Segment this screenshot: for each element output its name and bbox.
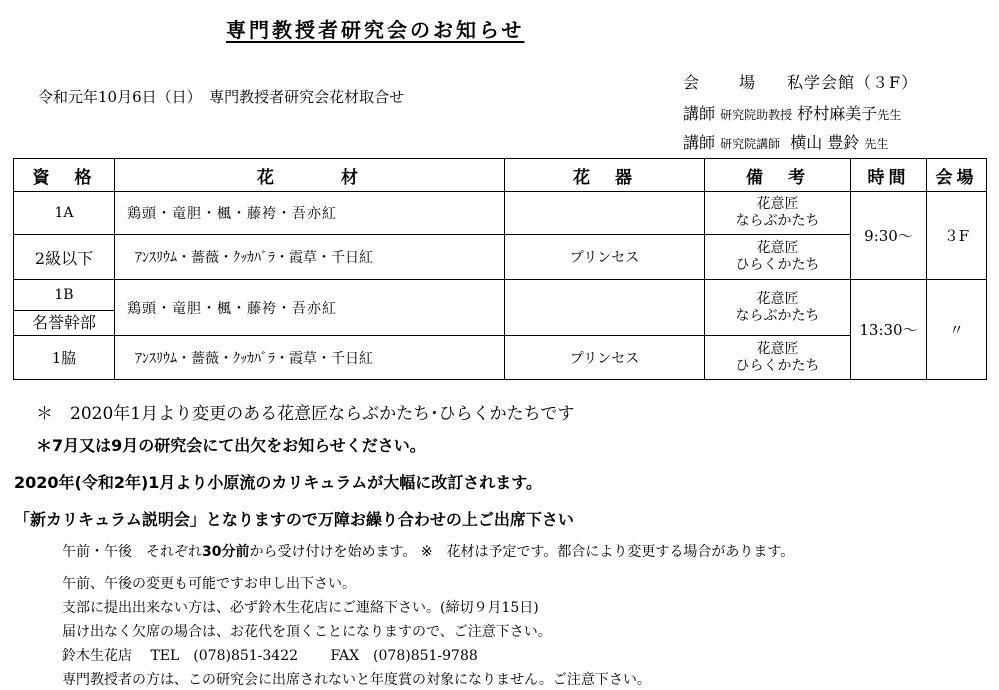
venue	[683, 70, 918, 93]
note-cell	[705, 235, 851, 280]
flower-material-table	[13, 158, 987, 380]
table-row	[14, 336, 987, 380]
info-reception-c: から受け付けを始めます。 ※ 花材は予定です。都合により変更する場合があります。	[249, 544, 795, 560]
lecturer-suffix: 先生	[864, 137, 889, 151]
lecturer-1	[683, 101, 901, 124]
table-header-row	[14, 159, 987, 192]
time-cell: 9:30～	[851, 192, 927, 280]
lecturer-role: 研究院助教授	[720, 108, 793, 122]
flowers-cell: ｱﾝｽﾘｳﾑ・薔薇・ｸｯｶﾊﾞﾗ・霞草・千日紅	[115, 235, 505, 280]
info-line: 午前、午後の変更も可能ですお申し出下さい。	[62, 576, 356, 592]
header-grade: 資 格	[14, 159, 115, 192]
flowers-cell: ｱﾝｽﾘｳﾑ・薔薇・ｸｯｶﾊﾞﾗ・霞草・千日紅	[115, 336, 505, 380]
grade-line-2: 名誉幹部	[31, 313, 96, 332]
header-flowers: 花 材	[115, 159, 505, 192]
venue-value: 私学会館（３F）	[787, 73, 919, 92]
table-row	[14, 192, 987, 235]
note-line-1: 花意匠	[756, 290, 799, 307]
note-line-1: 花意匠	[756, 196, 799, 212]
venue-cell: 〃	[927, 280, 987, 380]
table-row	[14, 235, 987, 280]
lecturer-suffix: 先生	[877, 108, 902, 122]
vase-cell	[505, 280, 705, 336]
note-line-2: ならぶかたち	[735, 213, 820, 229]
notice-curriculum: 2020年(令和2年)1月より小原流のカリキュラムが大幅に改訂されます。	[14, 473, 542, 492]
grade-cell: 1脇	[14, 336, 115, 380]
info-line: 届け出なく欠席の場合は、お花代を頂くことになりますので、ご注意下さい。	[62, 624, 552, 640]
vase-cell: プリンセス	[505, 336, 705, 380]
notice-design-change: ＊ 2020年1月より変更のある花意匠ならぶかたち･ひらくかたちです	[36, 404, 575, 424]
note-line-2: ならぶかたち	[735, 307, 820, 324]
info-reception	[62, 541, 794, 561]
note-line-2: ひらくかたち	[735, 357, 820, 374]
lecturer-role: 研究院講師	[720, 137, 781, 151]
flowers-cell: 鶏頭・竜胆・楓・藤袴・吾亦紅	[115, 280, 505, 336]
note-line-2: ひらくかたち	[735, 257, 820, 273]
note-cell	[705, 336, 851, 380]
lecturer-name: 杼村麻美子	[797, 104, 878, 123]
venue-cell: ３F	[927, 192, 987, 280]
info-reception-b: 30分前	[202, 544, 250, 560]
note-cell	[705, 280, 851, 336]
vase-cell	[505, 192, 705, 235]
note-line-1: 花意匠	[756, 240, 799, 256]
table-row	[14, 280, 987, 336]
grade-cell: 1A	[14, 192, 115, 235]
header-note: 備 考	[705, 159, 851, 192]
info-line: 専門教授者の方は、この研究会に出席されないと年度賞の対象になりません。ご注意下さい。	[62, 672, 651, 688]
grade-cell: 2級以下	[14, 235, 115, 280]
note-cell	[705, 192, 851, 235]
grade-line-1: 1B	[14, 280, 114, 311]
flowers-cell: 鶏頭・竜胆・楓・藤袴・吾亦紅	[115, 192, 505, 235]
vase-cell: プリンセス	[505, 235, 705, 280]
header-vase: 花 器	[505, 159, 705, 192]
event-line: 令和元年10月6日（日） 専門教授者研究会花材取合せ	[38, 88, 405, 106]
notice-briefing: 「新カリキュラム説明会」となりますので万障お繰り合わせの上ご出席下さい	[14, 510, 574, 529]
note-line-1: 花意匠	[756, 340, 799, 357]
lecturer-label: 講師	[683, 104, 716, 123]
page-title: 専門教授者研究会のお知らせ	[226, 18, 525, 42]
venue-label: 会 場	[683, 73, 768, 92]
lecturer-name: 横山 豊鈴	[790, 133, 860, 152]
time-cell: 13:30～	[851, 280, 927, 380]
info-reception-a: 午前・午後 それぞれ	[62, 544, 202, 560]
header-venue: 会場	[927, 159, 987, 192]
lecturer-label: 講師	[683, 133, 716, 152]
info-line: 支部に提出出来ない方は、必ず鈴木生花店にご連絡下さい。(締切９月15日)	[62, 600, 539, 616]
grade-cell	[14, 280, 115, 336]
header-time: 時間	[851, 159, 927, 192]
info-contact: 鈴木生花店 TEL (078)851-3422 FAX (078)851-9788	[62, 648, 478, 664]
notice-attendance: ＊7月又は9月の研究会にて出欠をお知らせください。	[36, 436, 426, 455]
lecturer-2	[683, 130, 889, 153]
